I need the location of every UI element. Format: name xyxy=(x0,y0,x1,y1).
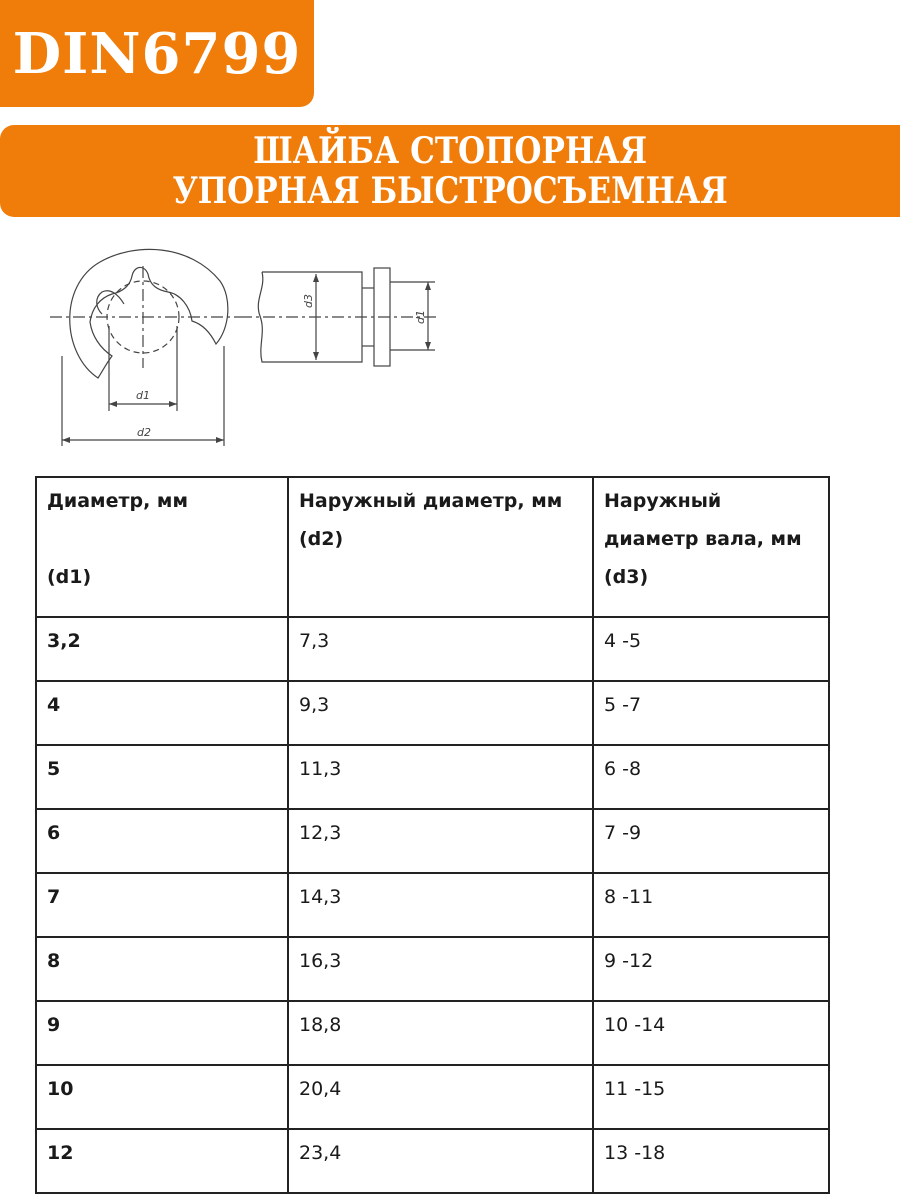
label-d3: d3 xyxy=(302,294,315,308)
header-d1: Диаметр, мм (d1) xyxy=(36,477,288,617)
technical-drawing xyxy=(40,236,460,456)
cell-d2: 7,3 xyxy=(288,617,593,681)
cell-d1: 9 xyxy=(36,1001,288,1065)
cell-d3: 9 -12 xyxy=(593,937,829,1001)
cell-d1: 12 xyxy=(36,1129,288,1193)
cell-d2: 20,4 xyxy=(288,1065,593,1129)
cell-d1: 5 xyxy=(36,745,288,809)
cell-d3: 4 -5 xyxy=(593,617,829,681)
standard-code: DIN6799 xyxy=(12,20,302,87)
cell-d1: 7 xyxy=(36,873,288,937)
header-d3: Наружный диаметр вала, мм (d3) xyxy=(593,477,829,617)
title-line-2: УПОРНАЯ БЫСТРОСЪЕМНАЯ xyxy=(172,170,728,212)
title-line-1: ШАЙБА СТОПОРНАЯ xyxy=(253,130,647,172)
cell-d2: 16,3 xyxy=(288,937,593,1001)
cell-d1: 6 xyxy=(36,809,288,873)
table-row xyxy=(36,1065,829,1129)
table-row xyxy=(36,1129,829,1193)
label-d1: d1 xyxy=(136,389,150,402)
cell-d3: 6 -8 xyxy=(593,745,829,809)
cell-d2: 23,4 xyxy=(288,1129,593,1193)
table-header-row xyxy=(36,477,829,617)
table-row xyxy=(36,745,829,809)
label-d1-side: d1 xyxy=(414,310,427,324)
standard-badge xyxy=(0,0,314,107)
header-d2: Наружный диаметр, мм (d2) xyxy=(288,477,593,617)
label-d2: d2 xyxy=(137,426,151,439)
title-banner xyxy=(0,125,900,217)
size-table xyxy=(35,476,830,1194)
cell-d3: 8 -11 xyxy=(593,873,829,937)
cell-d1: 10 xyxy=(36,1065,288,1129)
cell-d2: 9,3 xyxy=(288,681,593,745)
table-row xyxy=(36,1001,829,1065)
e-clip-outline xyxy=(70,249,228,378)
table-row xyxy=(36,809,829,873)
cell-d1: 8 xyxy=(36,937,288,1001)
cell-d1: 3,2 xyxy=(36,617,288,681)
cell-d1: 4 xyxy=(36,681,288,745)
cell-d3: 13 -18 xyxy=(593,1129,829,1193)
cell-d2: 11,3 xyxy=(288,745,593,809)
cell-d3: 11 -15 xyxy=(593,1065,829,1129)
table-row xyxy=(36,681,829,745)
cell-d2: 14,3 xyxy=(288,873,593,937)
cell-d2: 18,8 xyxy=(288,1001,593,1065)
cell-d3: 5 -7 xyxy=(593,681,829,745)
table-row xyxy=(36,873,829,937)
cell-d3: 7 -9 xyxy=(593,809,829,873)
table-row xyxy=(36,937,829,1001)
table-row xyxy=(36,617,829,681)
cell-d3: 10 -14 xyxy=(593,1001,829,1065)
cell-d2: 12,3 xyxy=(288,809,593,873)
